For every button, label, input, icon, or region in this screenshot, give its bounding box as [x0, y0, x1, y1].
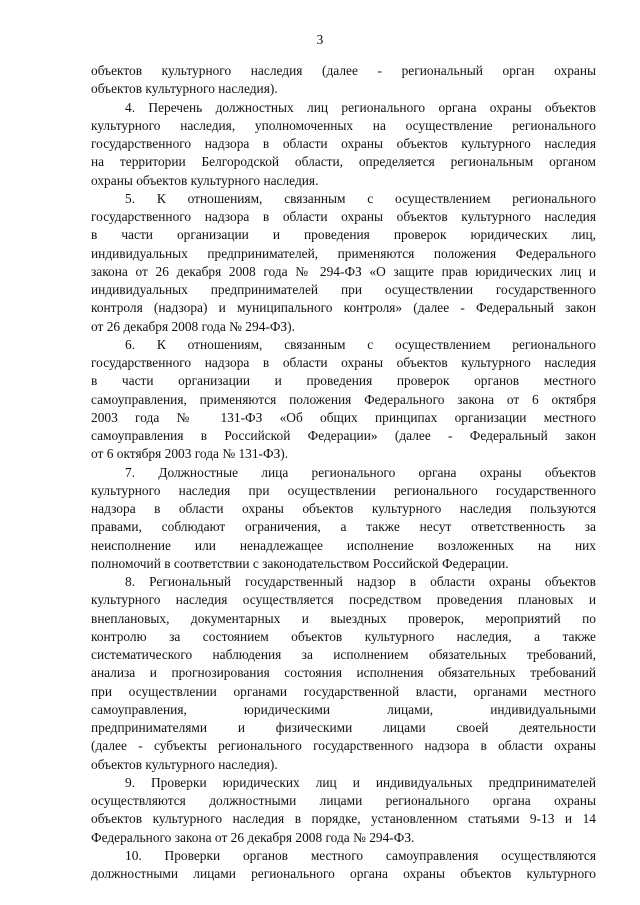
- text-line: индивидуальных предпринимателей, применяются положения Федерального: [91, 245, 596, 261]
- paragraph: [91, 464, 596, 574]
- text-line: Федерального закона от 26 декабря 2008 года № 294-ФЗ.: [91, 829, 415, 845]
- paragraph: [91, 774, 596, 847]
- text-line: неисполнение или ненадлежащее исполнение возложенных на них: [91, 537, 596, 553]
- text-line: в части организации и проведения проверок юридических лиц,: [91, 227, 596, 243]
- page-number: 3: [316, 32, 324, 47]
- text-line: на территории Белгородской области, определяется региональным органом: [91, 154, 596, 170]
- text-line: 2003 года № 131-ФЗ «Об общих принципах организации местного: [91, 409, 596, 425]
- text-line: 5. К отношениям, связанным с осуществлением регионального: [125, 190, 596, 206]
- text-line: осуществляются должностными лицами регионального органа охраны: [91, 793, 596, 808]
- text-line: объектов культурного наследия в порядке, установленном статьями 9-13 и 14: [91, 811, 596, 827]
- document-body: [91, 62, 596, 883]
- text-line: внеплановых, документарных и выездных проверок, мероприятий по: [91, 610, 596, 626]
- text-line: систематического наблюдения за исполнением обязательных требований,: [91, 647, 596, 662]
- text-line: в части организации и проведения проверок органов местного: [91, 373, 596, 389]
- text-line: должностными лицами регионального органа охраны объектов культурного: [91, 866, 596, 881]
- text-line: культурного наследия при осуществлении регионального государственного: [91, 482, 596, 498]
- text-line: объектов культурного наследия).: [91, 756, 278, 772]
- text-line: 9. Проверки юридических лиц и индивидуальных предпринимателей: [125, 774, 596, 790]
- text-line: государственного надзора в области охраны объектов культурного наследия: [91, 355, 596, 370]
- text-line: самоуправления в Российской Федерации» (далее - Федеральный закон: [91, 428, 596, 443]
- paragraph: [91, 336, 596, 464]
- text-line: контролю за состоянием объектов культурного наследия, а также: [91, 628, 596, 644]
- text-line: 6. К отношениям, связанным с осуществлением регионального: [125, 336, 596, 352]
- text-line: государственного надзора в области охраны объектов культурного наследия: [91, 209, 596, 224]
- text-line: при осуществлении органами государственной власти, органами местного: [91, 683, 596, 699]
- text-line: контроля (надзора) и муниципального контроля» (далее - Федеральный закон: [91, 300, 596, 316]
- text-line: индивидуальных предпринимателей при осуществлении государственного: [91, 282, 596, 297]
- text-line: 4. Перечень должностных лиц регионального органа охраны объектов: [125, 99, 596, 115]
- text-line: правами, соблюдают ограничения, а также несут ответственность за: [91, 519, 596, 535]
- text-line: культурного наследия осуществляется посредством проведения плановых и: [91, 592, 596, 608]
- paragraph: [91, 847, 596, 884]
- text-line: самоуправления, применяются положения Федерального закона от 6 октября: [91, 391, 596, 407]
- text-line: 8. Региональный государственный надзор в области охраны объектов: [125, 574, 596, 589]
- paragraph: [91, 573, 596, 774]
- paragraph: [91, 190, 596, 336]
- text-line: самоуправления, юридическими лицами, индивидуальными: [91, 701, 596, 717]
- text-line: предпринимателями и физическими лицами своей деятельности: [91, 720, 596, 735]
- text-line: полномочий в соответствии с законодательством Российской Федерации.: [91, 555, 509, 571]
- text-line: 7. Должностные лица регионального органа охраны объектов: [125, 464, 596, 480]
- text-line: от 26 декабря 2008 года № 294-ФЗ).: [91, 318, 295, 334]
- text-line: культурного наследия, уполномоченных на осуществление регионального: [91, 117, 596, 133]
- text-line: анализа и прогнозирования состояния исполнения обязательных требований: [91, 665, 596, 681]
- text-line: закона от 26 декабря 2008 года № 294-ФЗ «О защите прав юридических лиц и: [91, 263, 596, 279]
- text-line: 10. Проверки органов местного самоуправления осуществляются: [125, 847, 596, 863]
- paragraph: [91, 62, 596, 99]
- paragraph: [91, 99, 596, 190]
- text-line: охраны объектов культурного наследия.: [91, 172, 319, 188]
- text-line: объектов культурного наследия).: [91, 81, 278, 97]
- text-line: объектов культурного наследия (далее - региональный орган охраны: [91, 63, 596, 78]
- text-line: от 6 октября 2003 года № 131-ФЗ).: [91, 446, 289, 462]
- text-line: надзора в области охраны объектов культурного наследия пользуются: [91, 501, 596, 516]
- text-line: государственного надзора в области охраны объектов культурного наследия: [91, 136, 596, 151]
- text-line: (далее - субъекты регионального государственного надзора в области охраны: [91, 738, 596, 754]
